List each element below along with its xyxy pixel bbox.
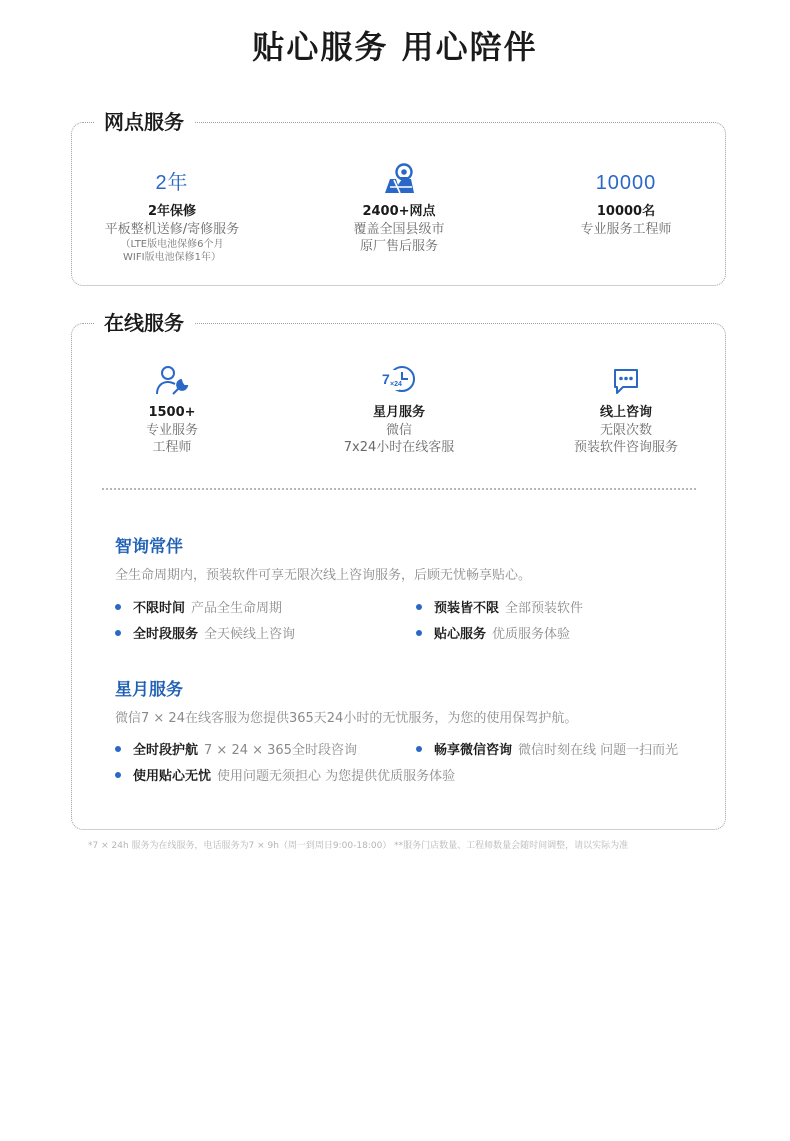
- bullet-dot: [416, 746, 422, 752]
- engineers-line: 专业服务工程师: [580, 222, 672, 237]
- bullet-dot: [416, 630, 422, 636]
- outlets-line-1: 覆盖全国县级市: [353, 222, 445, 237]
- smart-consult-desc: 全生命周期内，预装软件可享无限次线上咨询服务，后顾无忧畅享贴心。: [115, 568, 532, 583]
- map-pin-icon: [290, 161, 508, 195]
- feature-item: 不限时间 产品全生命周期: [115, 600, 282, 618]
- online-service-title: 在线服务: [94, 308, 194, 338]
- warranty-item: [63, 161, 281, 264]
- feature-item: 使用贴心无忧 使用问题无须担心 为您提供优质服务体验: [115, 768, 455, 786]
- outlets-head: 2400+网点: [362, 204, 436, 219]
- online-engineers-head: 1500+: [148, 405, 196, 420]
- online-engineers-line-1: 专业服务: [145, 423, 198, 438]
- online-engineers-line-2: 工程师: [152, 440, 192, 455]
- online-engineers-item: [63, 362, 281, 456]
- star-moon-head: 星月服务: [372, 405, 425, 420]
- bullet-dot: [416, 604, 422, 610]
- svg-text:7: 7: [382, 371, 390, 387]
- 7x24-clock-icon: [290, 362, 508, 396]
- section-divider: [102, 488, 696, 490]
- feature-item: 贴心服务 优质服务体验: [416, 626, 570, 644]
- outlets-item: [290, 161, 508, 255]
- feature-item: 预装皆不限 全部预装软件: [416, 600, 583, 618]
- warranty-head: 2年保修: [147, 204, 197, 219]
- smart-consult-title: 智询常伴: [115, 537, 183, 557]
- bullet-dot: [115, 772, 121, 778]
- star-moon-section-title: 星月服务: [115, 680, 183, 700]
- engineers-head: 10000名: [596, 204, 656, 219]
- page-title: 贴心服务 用心陪伴: [252, 28, 538, 66]
- outlet-service-title: 网点服务: [94, 107, 194, 137]
- outlet-service-panel: [71, 110, 726, 286]
- footnote: *7 × 24h 服务为在线服务，电话服务为7 × 9h（周一到周日9:00-18:00） **服务门店数量、工程师数量会随时间调整，请以实际为准: [88, 841, 629, 851]
- online-consult-item: [517, 362, 735, 456]
- warranty-line: 平板整机送修/寄修服务: [104, 222, 240, 237]
- warranty-note-1: （LTE版电池保修6个月: [120, 239, 224, 250]
- online-service-panel: [71, 311, 726, 830]
- outlets-line-2: 原厂售后服务: [359, 239, 438, 254]
- star-moon-line-2: 7x24小时在线客服: [343, 440, 455, 455]
- warranty-note-2: WIFI版电池保修1年）: [123, 252, 221, 263]
- feature-item: 全时段服务 全天候线上咨询: [115, 626, 295, 644]
- chat-bubble-icon: [517, 362, 735, 396]
- svg-text:×24: ×24: [390, 381, 402, 388]
- star-moon-section-desc: 微信7 × 24在线客服为您提供365天24小时的无忧服务，为您的使用保驾护航。: [115, 711, 578, 726]
- bullet-dot: [115, 604, 121, 610]
- online-consult-line-1: 无限次数: [599, 423, 652, 438]
- online-consult-head: 线上咨询: [599, 405, 652, 420]
- feature-item: 全时段护航 7 × 24 × 365全时段咨询: [115, 742, 357, 760]
- engineer-wrench-icon: [63, 362, 281, 396]
- feature-item: 畅享微信咨询 微信时刻在线 问题一扫而光: [416, 742, 678, 760]
- two-year-icon: 2年: [155, 172, 189, 194]
- bullet-dot: [115, 746, 121, 752]
- bullet-dot: [115, 630, 121, 636]
- engineers-item: [517, 161, 735, 238]
- online-consult-line-2: 预装软件咨询服务: [573, 440, 678, 455]
- star-moon-line-1: 微信: [385, 423, 412, 438]
- star-moon-item: [290, 362, 508, 456]
- ten-thousand-icon: 10000: [595, 172, 657, 194]
